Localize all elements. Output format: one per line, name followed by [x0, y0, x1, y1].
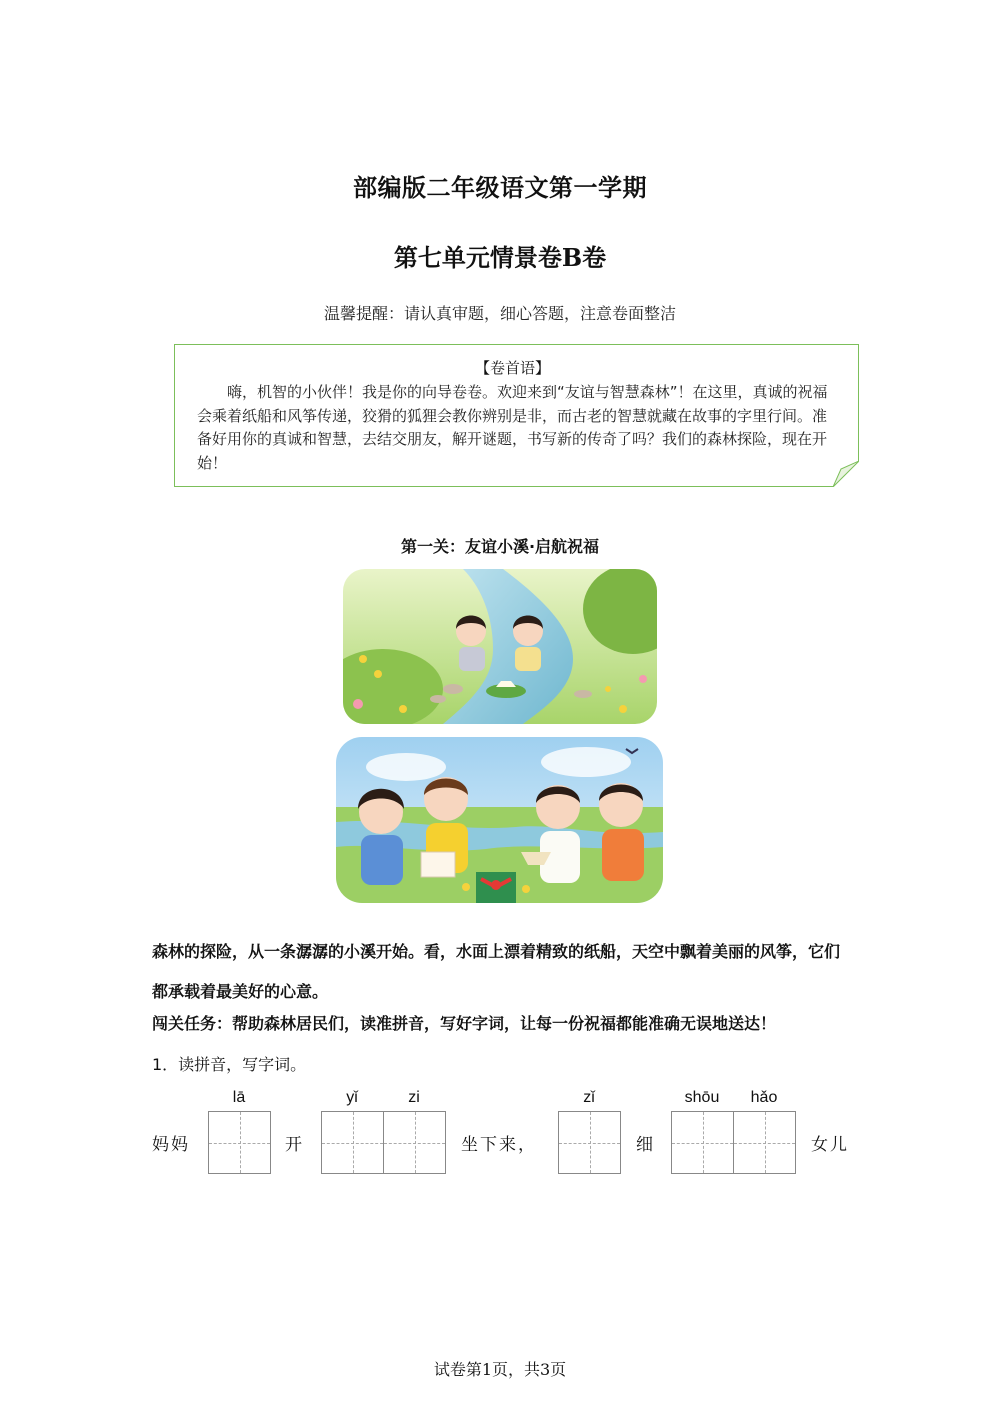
preface-text: 嗨，机智的小伙伴！我是你的向导卷卷。欢迎来到“友谊与智慧森林”！在这里，真诚的祝福会乘着纸船和风筝传递，狡猾的狐狸会教你辨别是非，而古老的智慧就藏在故事的字里行间。准备好用你的真诚和智慧，去结交朋友，解开谜题，书写新的传奇了吗？我们的森林探险，现在开始！: [197, 383, 828, 472]
character-writing-box[interactable]: [558, 1111, 621, 1174]
character-writing-box[interactable]: [321, 1111, 384, 1174]
exam-title: 部编版二年级语文第一学期: [353, 173, 647, 202]
character-writing-box[interactable]: [671, 1111, 734, 1174]
page-fold-icon: [833, 461, 859, 487]
question1-prompt: 1．读拼音，写字词。: [152, 1055, 307, 1074]
pinyin-label: lā: [232, 1089, 246, 1106]
context-word: 开: [285, 1135, 304, 1155]
context-word: 细: [636, 1135, 655, 1155]
pinyin-label: zi: [408, 1089, 420, 1106]
character-writing-box[interactable]: [733, 1111, 796, 1174]
exam-subtitle: 第七单元情景卷B卷: [393, 243, 607, 272]
preface-heading: 【卷首语】: [474, 359, 550, 377]
reminder-text: 温馨提醒：请认真审题，细心答题，注意卷面整洁: [323, 304, 676, 323]
level1-story: 森林的探险，从一条潺潺的小溪开始。看，水面上漂着精致的纸船，天空中飘着美丽的风筝，它们都承载着最美好的心意。: [152, 942, 841, 1001]
page-footer: 试卷第1页，共3页: [433, 1360, 567, 1379]
pinyin-label: shōu: [684, 1089, 720, 1106]
illustration-creek-paper-boat: [343, 569, 657, 724]
pinyin-label: zǐ: [583, 1089, 595, 1106]
level1-task: 闯关任务：帮助森林居民们，读准拼音，写好字词，让每一份祝福都能准确无误地送达！: [152, 1014, 777, 1033]
pinyin-label: yǐ: [346, 1089, 358, 1106]
level1-title: 第一关：友谊小溪·启航祝福: [400, 537, 600, 556]
pinyin-label: hǎo: [750, 1089, 778, 1106]
context-word: 坐下来，: [461, 1135, 537, 1155]
context-word: 女儿: [811, 1135, 849, 1155]
illustration-friends-sharing-gifts: [336, 737, 663, 903]
character-writing-box[interactable]: [208, 1111, 271, 1174]
character-writing-box[interactable]: [383, 1111, 446, 1174]
context-word: 妈妈: [152, 1135, 190, 1155]
preface-box: [174, 344, 859, 487]
